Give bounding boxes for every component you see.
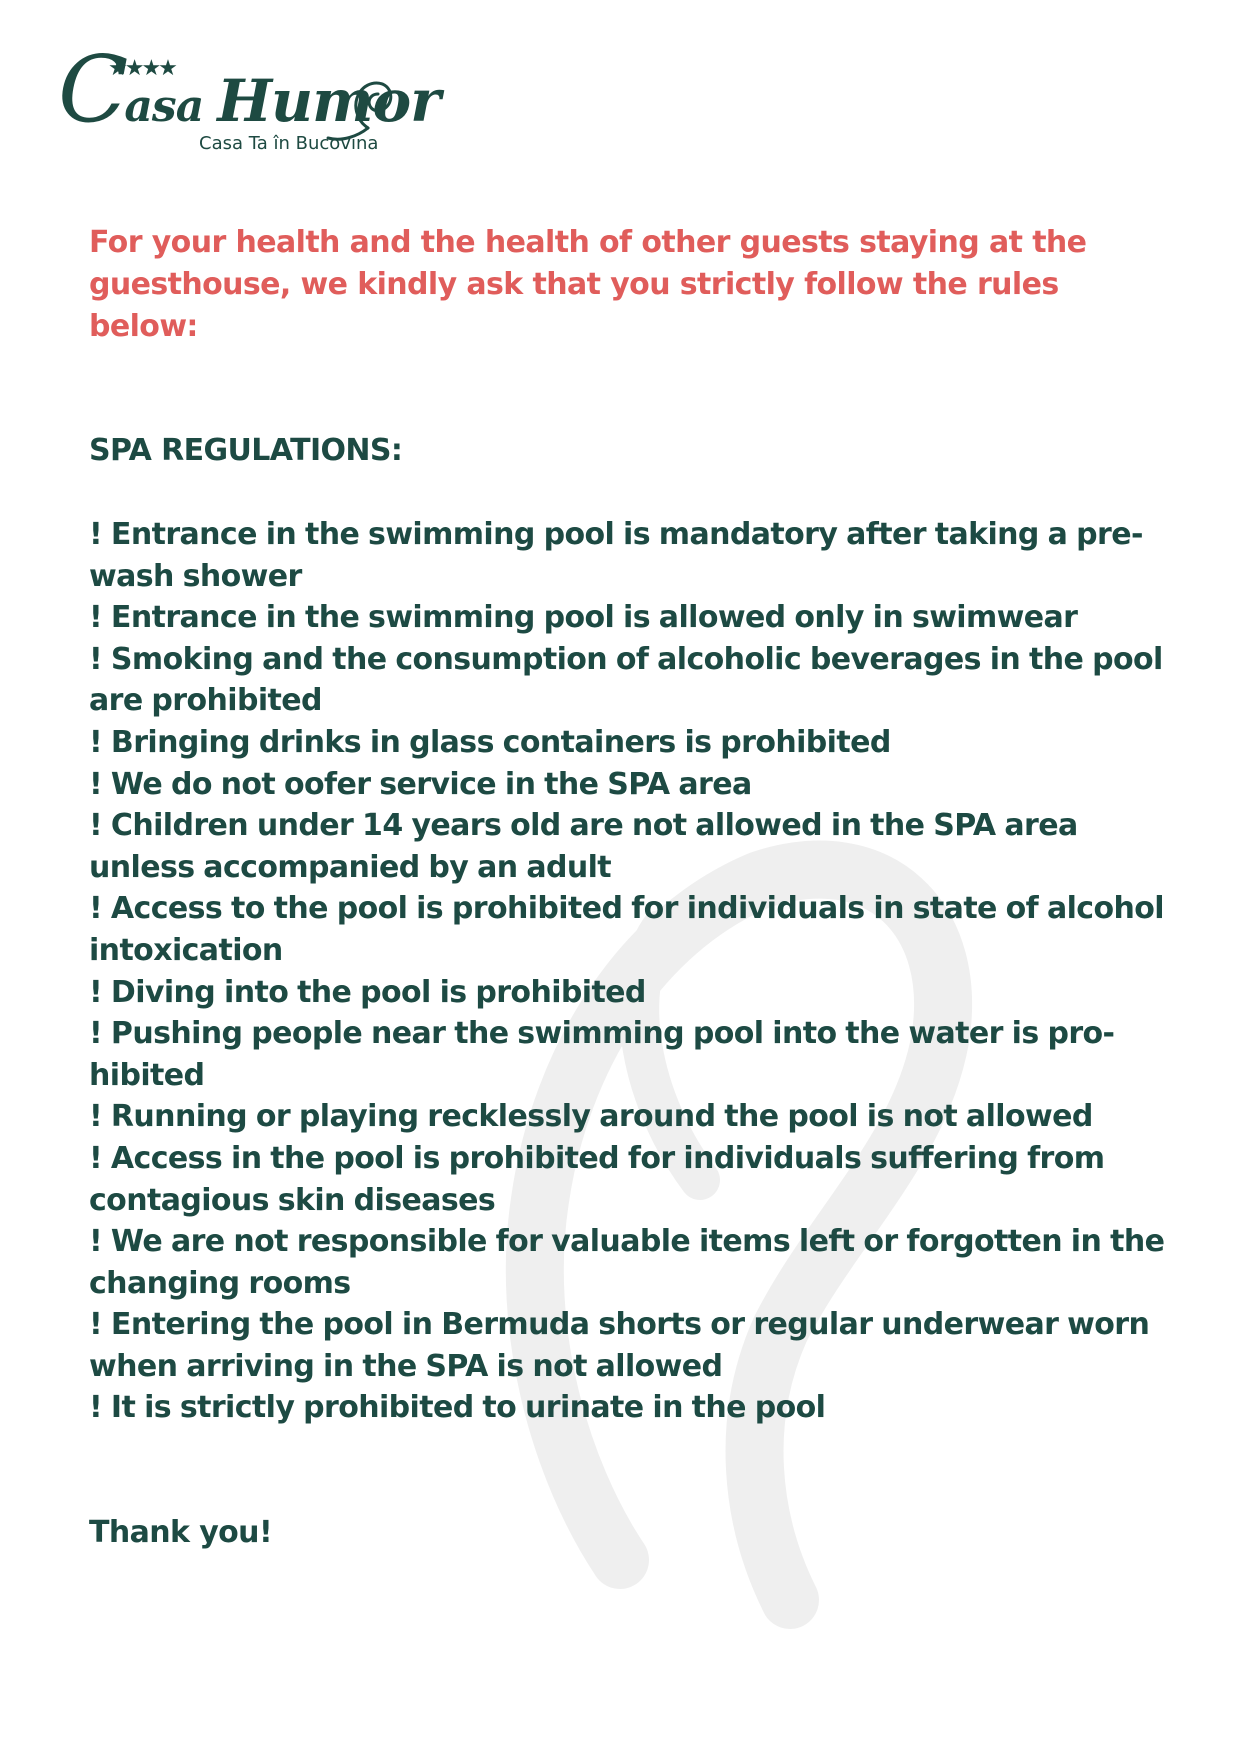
rule-item: ! Entrance in the swimming pool is allowed only in swimwear (89, 600, 1078, 636)
closing-text: Thank you! (89, 1515, 273, 1551)
rule-item: ! Diving into the pool is prohibited (89, 974, 646, 1010)
rule-item: ! We do not oofer service in the SPA area (89, 766, 752, 802)
rule-item: ! Children under 14 years old are not allowed in the SPA area unless accompanied by an adult (89, 808, 1078, 885)
rule-item: ! Entering the pool in Bermuda shorts or regular underwear worn when arriving in the SPA is not allowed (89, 1307, 1150, 1384)
brand-initial: C (58, 36, 125, 143)
brand-logo (46, 36, 440, 160)
rating-stars: ★★★★ (108, 56, 175, 81)
rule-item: ! Pushing people near the swimming pool into the water is pro-hibited (89, 1016, 1115, 1093)
rule-item: ! Access in the pool is prohibited for individuals suffering from contagious skin diseases (89, 1140, 1105, 1218)
rule-item: ! Entrance in the swimming pool is mandatory after taking a pre-wash shower (89, 517, 1143, 594)
brand-tagline: Casa Ta în Bucovina (199, 133, 379, 154)
rule-item: ! We are not responsible for valuable items left or forgotten in the changing rooms (89, 1224, 1165, 1301)
rule-item: ! Running or playing recklessly around the pool is not allowed (89, 1099, 1093, 1135)
rule-item: ! It is strictly prohibited to urinate in the pool (89, 1390, 826, 1426)
rules-list (89, 514, 1169, 1429)
intro-text: For your health and the health of other guests staying at the guesthouse, we kindly ask that you strictly follow the rules below: (89, 225, 1087, 344)
document-body (89, 222, 1169, 1554)
brand-word-casa: asa (124, 81, 204, 132)
rule-item: ! Bringing drinks in glass containers is prohibited (89, 724, 891, 760)
section-title: SPA REGULATIONS: (89, 433, 403, 468)
brand-word-humor: Humor (217, 67, 440, 135)
rule-item: ! Smoking and the consumption of alcoholic beverages in the pool are prohibited (89, 641, 1163, 719)
rule-item: ! Access to the pool is prohibited for individuals in state of alcohol intoxication (89, 891, 1164, 968)
